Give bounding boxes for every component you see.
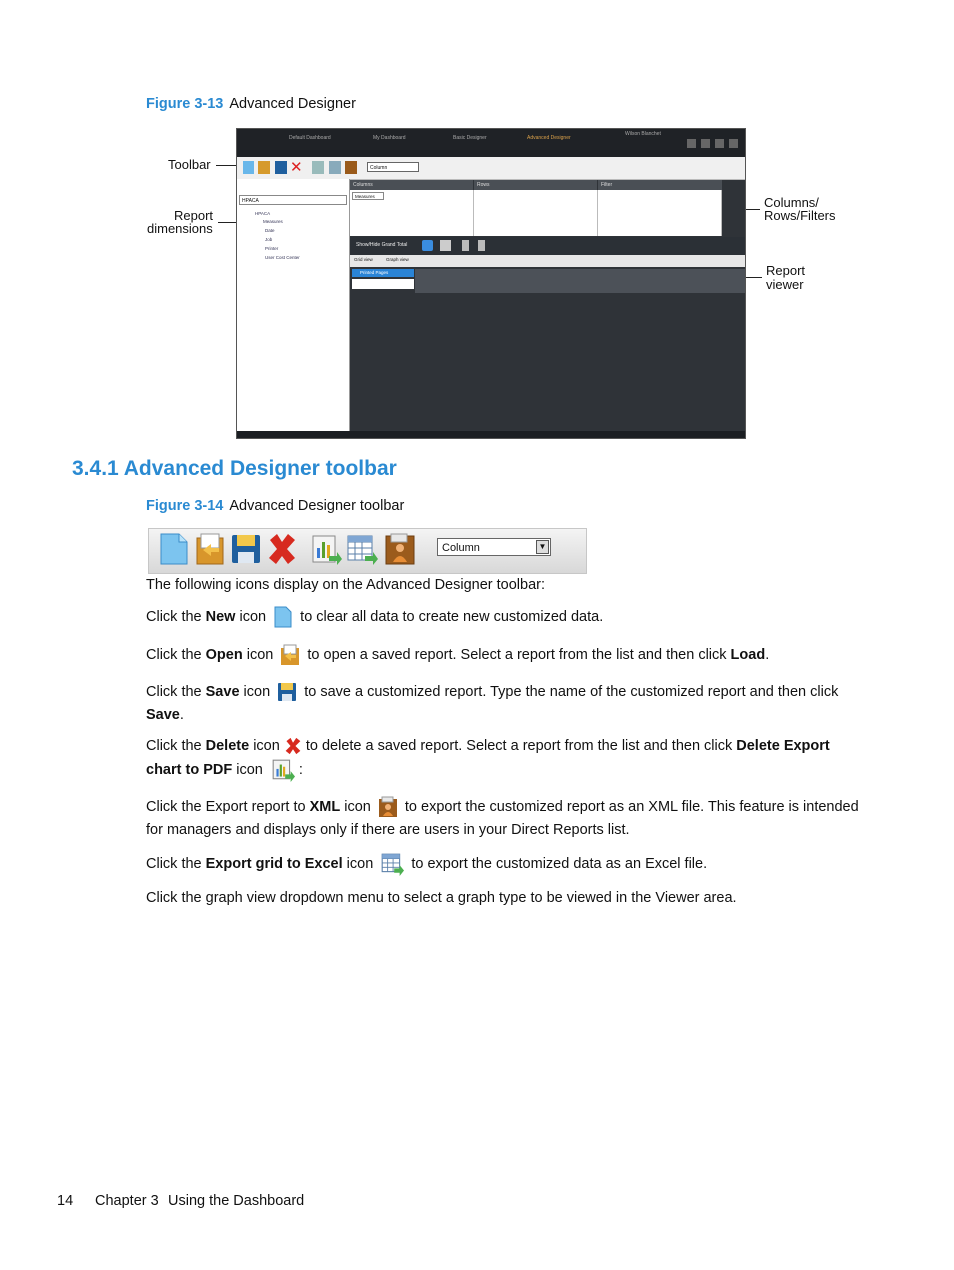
paragraph-xml xyxy=(146,796,866,842)
open-icon xyxy=(279,644,301,666)
text: icon xyxy=(249,738,280,754)
paragraph-save xyxy=(146,681,866,727)
text: icon xyxy=(340,799,371,815)
user-name: Wilson Blanchet xyxy=(625,131,661,137)
callout-line-dimensions xyxy=(218,222,238,223)
new-icon[interactable] xyxy=(243,161,254,174)
export-chart-pdf-icon[interactable] xyxy=(309,532,343,566)
figure-3-14-caption xyxy=(146,498,404,514)
figure-title: Advanced Designer toolbar xyxy=(229,498,405,514)
bold-term: Load xyxy=(730,647,766,663)
paragraph-new xyxy=(146,606,866,629)
bold-term: Open xyxy=(205,647,243,663)
grid-header-rows: Rows xyxy=(474,180,597,190)
cube-select[interactable]: HPACA xyxy=(239,195,347,205)
text: to export the customized data as an Excel file. xyxy=(407,855,708,872)
open-icon[interactable] xyxy=(258,161,270,174)
tree-item-user-cost-center[interactable]: User Cost Center xyxy=(265,255,300,260)
text: icon xyxy=(235,609,267,625)
text: Click the xyxy=(146,855,206,872)
callout-columns-line2: Rows/Filters xyxy=(764,208,836,223)
export-grid-excel-icon[interactable] xyxy=(345,532,379,566)
filter-icon[interactable] xyxy=(462,240,469,251)
new-icon[interactable] xyxy=(157,532,191,566)
text: to save a customized report. Type the name of the customized report and then click xyxy=(300,684,839,700)
new-icon xyxy=(272,606,294,628)
export-xml-icon xyxy=(377,796,399,818)
settings-icon[interactable] xyxy=(715,139,724,148)
callout-line-toolbar xyxy=(216,165,238,166)
callout-viewer-line2: viewer xyxy=(766,277,804,292)
export-excel-icon[interactable] xyxy=(329,161,341,174)
text: to export the customized report as an XML file. This feature is intended for managers and displays only if there are users in your Direct Reports list. xyxy=(146,799,859,838)
graph-view-tab[interactable]: Graph view xyxy=(386,257,409,262)
screenshot-topbar xyxy=(237,129,745,157)
text: Click the Export report to xyxy=(146,799,310,815)
callout-report-line1: Report xyxy=(174,208,214,223)
swap-icon[interactable] xyxy=(440,240,451,251)
view-tabs xyxy=(350,255,745,267)
bold-term: Export grid to Excel xyxy=(205,855,343,872)
figure-3-13-caption xyxy=(146,96,356,112)
footer-chapter: Chapter 3 xyxy=(95,1193,159,1209)
printed-pages-value xyxy=(352,279,414,289)
printed-pages-header: Printed Pages xyxy=(352,269,414,277)
viewer-header-band xyxy=(415,269,745,293)
filter-dropzone[interactable] xyxy=(598,190,722,236)
intro-paragraph: The following icons display on the Advanced Designer toolbar: xyxy=(146,577,545,593)
tab-default-dashboard[interactable]: Default Dashboard xyxy=(289,135,331,141)
callout-toolbar: Toolbar xyxy=(168,157,211,172)
screenshot-toolbar xyxy=(237,157,745,180)
export-xml-icon[interactable] xyxy=(345,161,357,174)
text: Click the xyxy=(146,684,206,700)
footer-chapter-title: Using the Dashboard xyxy=(168,1193,305,1209)
text: icon xyxy=(232,761,263,778)
open-icon[interactable] xyxy=(193,532,227,566)
screenshot-bottombar xyxy=(237,431,745,438)
tree-item-job[interactable]: Job xyxy=(265,237,273,242)
grid-view-tab[interactable]: Grid view xyxy=(354,257,373,262)
figure-number: Figure 3-13 xyxy=(146,96,224,112)
text: . xyxy=(765,647,770,663)
text: . xyxy=(179,707,184,723)
columns-dropzone[interactable] xyxy=(350,190,474,236)
export-pdf-icon[interactable] xyxy=(312,161,324,174)
tab-basic-designer[interactable]: Basic Designer xyxy=(453,135,487,141)
section-heading: 3.4.1 Advanced Designer toolbar xyxy=(72,457,397,480)
text: to clear all data to create new customized data. xyxy=(296,609,604,625)
dropdown-arrow-icon[interactable]: ▼ xyxy=(536,540,549,554)
figure-title: Advanced Designer xyxy=(229,96,356,112)
tree-item-date[interactable]: Date xyxy=(265,228,275,233)
text: Click the xyxy=(146,609,206,625)
bold-term: XML xyxy=(309,799,341,815)
save-icon[interactable] xyxy=(229,532,263,566)
callout-columns-line1: Columns/ xyxy=(764,195,819,210)
callout-viewer-line1: Report xyxy=(766,263,806,278)
bold-term: Delete Export chart to PDF xyxy=(146,738,830,778)
text: to delete a saved report. Select a report from the list and then click xyxy=(301,738,737,754)
measures-chip[interactable]: Measures xyxy=(352,192,384,200)
paragraph-open xyxy=(146,644,866,667)
export-chart-pdf-icon xyxy=(269,758,297,782)
graph-type-select[interactable]: Column xyxy=(367,162,419,172)
graph-type-value: Column xyxy=(442,542,480,554)
grid-header-filter: Filter xyxy=(598,180,722,190)
paragraph-excel xyxy=(146,852,866,876)
callout-report-line2: dimensions xyxy=(147,221,213,236)
expand-icon[interactable] xyxy=(422,240,433,251)
close-icon[interactable] xyxy=(729,139,738,148)
graph-type-dropdown[interactable] xyxy=(437,538,551,556)
figure-number: Figure 3-14 xyxy=(146,498,224,514)
save-icon xyxy=(276,681,298,703)
export-xml-icon[interactable] xyxy=(383,532,417,566)
text: to open a saved report. Select a report from the list and then click xyxy=(303,647,731,663)
save-icon[interactable] xyxy=(275,161,287,174)
bold-term: New xyxy=(205,609,236,625)
tab-advanced-designer[interactable]: Advanced Designer xyxy=(527,135,571,141)
text: Click the xyxy=(146,738,206,754)
tree-item-root[interactable]: HPACA xyxy=(255,211,271,216)
bold-term: Save xyxy=(205,684,240,700)
tree-item-printer[interactable]: Printer xyxy=(265,246,279,251)
tree-item-measures[interactable]: Measures xyxy=(263,219,283,224)
clear-filter-icon[interactable] xyxy=(478,240,485,251)
tab-my-dashboard[interactable]: My Dashboard xyxy=(373,135,406,141)
paragraph-delete xyxy=(146,735,866,782)
help-icon[interactable] xyxy=(687,139,696,148)
text: icon xyxy=(342,855,374,872)
rows-dropzone[interactable] xyxy=(474,190,598,236)
report-dimensions-panel xyxy=(237,179,350,431)
text: : xyxy=(298,761,303,778)
bold-term: Save xyxy=(146,707,180,723)
minimize-icon[interactable] xyxy=(701,139,710,148)
delete-icon[interactable] xyxy=(265,532,299,566)
page-number: 14 xyxy=(57,1193,74,1209)
text: icon xyxy=(242,647,274,663)
delete-icon xyxy=(284,737,302,755)
text: Click the xyxy=(146,647,206,663)
advanced-designer-toolbar-figure xyxy=(148,528,587,574)
export-grid-excel-icon xyxy=(379,852,405,876)
grid-header-columns: Columns xyxy=(350,180,473,190)
delete-icon[interactable]: ✕ xyxy=(290,159,303,176)
advanced-designer-screenshot xyxy=(236,128,746,439)
bold-term: Delete xyxy=(205,738,250,754)
viewer-toolbar xyxy=(350,237,745,255)
paragraph-graph: Click the graph view dropdown menu to select a graph type to be viewed in the Viewer area. xyxy=(146,890,737,906)
text: icon xyxy=(239,684,271,700)
grand-total-toggle[interactable]: Show/Hide Grand Total xyxy=(356,242,408,248)
